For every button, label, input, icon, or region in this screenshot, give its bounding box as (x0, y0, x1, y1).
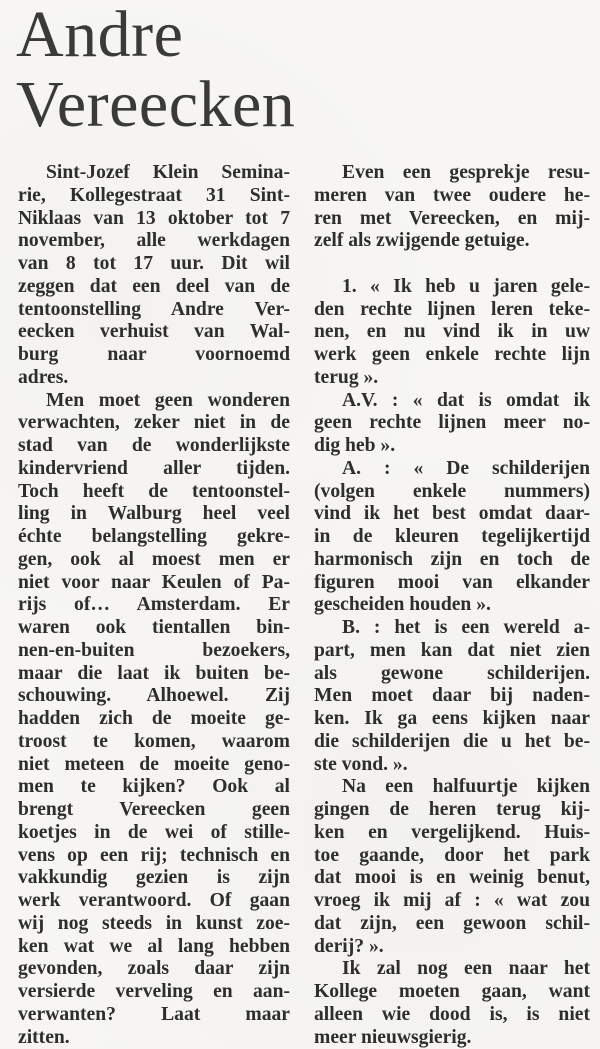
text-line: gen, ook al moest men er (18, 549, 290, 572)
text-line: wij nog steeds in kunst zoe- (18, 913, 290, 936)
headline-line-2: Vereecken (16, 70, 295, 140)
text-line: in de kleuren tegelijkertijd (314, 526, 590, 549)
text-line: die schilderijen die u het be- (314, 731, 590, 754)
text-line: troost te komen, waarom (18, 731, 290, 754)
text-line: dat zijn, een gewoon schil- (314, 913, 590, 936)
text-line: niet voor naar Keulen of Pa- (18, 572, 290, 595)
text-line: alleen wie dood is, is niet (314, 1004, 590, 1027)
text-line: rijs of… Amsterdam. Er (18, 594, 290, 617)
text-line: vroeg ik mij af : « wat zou (314, 890, 590, 913)
text-line: ste vond. ». (314, 754, 590, 777)
text-line: schouwing. Alhoewel. Zij (18, 685, 290, 708)
text-line: Na een halfuurtje kijken (314, 776, 590, 799)
text-line: verwanten? Laat maar (18, 1004, 290, 1027)
text-line: burg naar voornoemd (18, 344, 290, 367)
right-column (314, 162, 590, 1049)
text-line: Toch heeft de tentoonstel- (18, 481, 290, 504)
text-line: ling in Walburg heel veel (18, 503, 290, 526)
text-line: vakkundig gezien is zijn (18, 867, 290, 890)
text-line: werk verantwoord. Of gaan (18, 890, 290, 913)
text-line: geen rechte lijnen meer no- (314, 412, 590, 435)
text-line: stad van de wonderlijkste (18, 435, 290, 458)
text-line: versierde verveling en aan- (18, 981, 290, 1004)
text-line: gescheiden houden ». (314, 594, 590, 617)
text-line: van 8 tot 17 uur. Dit wil (18, 253, 290, 276)
text-line: gingen de heren terug kij- (314, 799, 590, 822)
text-line: A.V. : « dat is omdat ik (314, 390, 590, 413)
text-line: terug ». (314, 367, 590, 390)
text-line: vind ik het best omdat daar- (314, 503, 590, 526)
text-line: ken. Ik ga eens kijken naar (314, 708, 590, 731)
text-line: ren met Vereecken, en mij- (314, 208, 590, 231)
headline-line-1: Andre (16, 0, 295, 70)
text-line: werk geen enkele rechte lijn (314, 344, 590, 367)
text-line: tentoonstelling Andre Ver- (18, 299, 290, 322)
text-line: Kollege moeten gaan, want (314, 981, 590, 1004)
text-line: harmonisch zijn en toch de (314, 549, 590, 572)
text-line: (volgen enkele nummers) (314, 481, 590, 504)
text-line: men te kijken? Ook al (18, 776, 290, 799)
headline (16, 0, 295, 140)
text-line: zeggen dat een deel van de (18, 276, 290, 299)
text-line: A. : « De schilderijen (314, 458, 590, 481)
text-line: Even een gesprekje resu- (314, 162, 590, 185)
text-line: Men moet daar bij naden- (314, 685, 590, 708)
text-line: meren van twee oudere he- (314, 185, 590, 208)
text-line: toe gaande, door het park (314, 845, 590, 868)
text-line: derij? ». (314, 936, 590, 959)
left-column (18, 162, 290, 1049)
text-line: als gewone schilderijen. (314, 663, 590, 686)
text-line: dig heb ». (314, 435, 590, 458)
text-line: meer nieuwsgierig. (314, 1027, 590, 1049)
text-line: waren ook tientallen bin- (18, 617, 290, 640)
text-line: Men moet geen wonderen (18, 390, 290, 413)
text-line: Sint-Jozef Klein Semina- (18, 162, 290, 185)
paragraph-gap (314, 253, 590, 276)
text-line: nen, en nu vind ik in uw (314, 321, 590, 344)
text-line: B. : het is een wereld a- (314, 617, 590, 640)
text-line: niet meteen de moeite geno- (18, 754, 290, 777)
text-line: part, men kan dat niet zien (314, 640, 590, 663)
text-line: maar die laat ik buiten be- (18, 663, 290, 686)
text-line: eecken verhuist van Wal- (18, 321, 290, 344)
text-line: zelf als zwijgende getuige. (314, 230, 590, 253)
text-line: hadden zich de moeite ge- (18, 708, 290, 731)
text-line: brengt Vereecken geen (18, 799, 290, 822)
text-line: november, alle werkdagen (18, 230, 290, 253)
text-line: rie, Kollegestraat 31 Sint- (18, 185, 290, 208)
text-line: verwachten, zeker niet in de (18, 412, 290, 435)
text-line: Niklaas van 13 oktober tot 7 (18, 208, 290, 231)
text-line: vens op een rij; technisch en (18, 845, 290, 868)
text-line: ken wat we al lang hebben (18, 936, 290, 959)
text-line: den rechte lijnen leren teke- (314, 299, 590, 322)
text-line: 1. « Ik heb u jaren gele- (314, 276, 590, 299)
text-line: koetjes in de wei of stille- (18, 822, 290, 845)
text-line: nen-en-buiten bezoekers, (18, 640, 290, 663)
text-line: kindervriend aller tijden. (18, 458, 290, 481)
text-line: dat mooi is en weinig benut, (314, 867, 590, 890)
text-line: échte belangstelling gekre- (18, 526, 290, 549)
text-line: ken en vergelijkend. Huis- (314, 822, 590, 845)
text-line: adres. (18, 367, 290, 390)
text-line: gevonden, zoals daar zijn (18, 958, 290, 981)
text-line: zitten. (18, 1027, 290, 1049)
text-line: figuren mooi van elkander (314, 572, 590, 595)
text-line: Ik zal nog een naar het (314, 958, 590, 981)
